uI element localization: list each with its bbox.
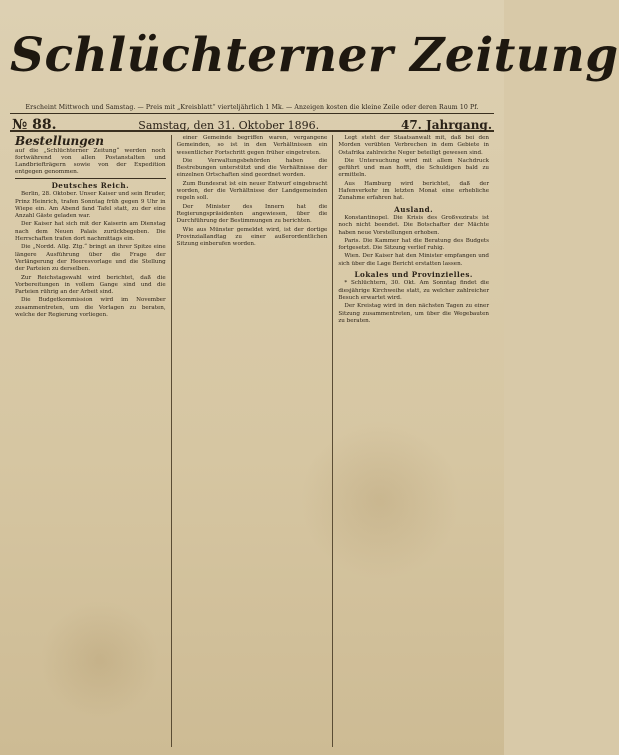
article-paragraph: Der Minister des Innern hat die Regierungspräsidenten angewiesen, über die Durchführung der Bestimmungen zu berichten. (176, 203, 328, 225)
masthead (10, 6, 619, 110)
article-paragraph: Der Kaiser hat sich mit der Kaiserin am Dienstag nach dem Neuen Palais zurückbegeben. Die Herrschaften trafen dort nachmittags ein. (15, 221, 166, 243)
article-paragraph: Zur Reichstagswahl wird berichtet, daß die Vorbereitungen in vollem Gange sind und die Parteien rührig an der Arbeit sind. (15, 274, 166, 296)
subscription-line: Erscheint Mittwoch und Samstag. — Preis mit „Kreisblatt“ vierteljährlich 1 Mk. — Anzeigen kosten die kleine Zeile oder deren Raum 10 Pf. (10, 104, 494, 114)
notice-heading: Bestellungen (15, 134, 105, 148)
section-heading: Deutsches Reich. (51, 181, 130, 190)
notice-text: auf die „Schlüchterner Zeitung“ werden noch fortwährend von allen Postanstalten und Landbriefträgern sowie von der Expedition entgegen genommen. (15, 148, 166, 175)
column-1 (10, 135, 172, 747)
article-paragraph: Die Verwaltungsbehörden haben die Bestrebungen unterstützt und die Verhältnisse der einzelnen Ortschaften sind geordnet worden. (176, 157, 328, 179)
section-heading: Ausland. (394, 204, 434, 214)
article-paragraph: Wie aus Münster gemeldet wird, ist der dortige Provinziallandtag zu einer außerordentlichen Sitzung einberufen worden. (176, 226, 328, 248)
article-paragraph: Konstantinopel. Die Krisis des Großvezirats ist noch nicht beendet. Die Botschafter der Mächte haben neue Vorstellungen erhoben. (338, 214, 490, 236)
column-3 (333, 135, 494, 747)
article-paragraph: Die „Nordd. Allg. Ztg.“ bringt an ihrer Spitze eine längere Ausführung über die Frage der Verlängerung der Heeresvorlage und die Stellung der Parteien zu derselben. (15, 244, 166, 273)
article-paragraph: Die Budgetkommission wird im November zusammentreten, um die Vorlagen zu beraten, welche der Regierung vorliegen. (15, 297, 166, 319)
article-paragraph: Paris. Die Kammer hat die Beratung des Budgets fortgesetzt. Die Sitzung verlief ruhig. (338, 237, 490, 252)
article-columns (10, 135, 494, 747)
article-paragraph: Wien. Der Kaiser hat den Minister empfangen und sich über die Lage Bericht erstatten lassen. (338, 253, 490, 267)
issue-bar (10, 114, 494, 132)
article-paragraph: Berlin, 28. Oktober. Unser Kaiser und sein Bruder, Prinz Heinrich, trafen Sonntag früh gegen 9 Uhr in Wiepe ein. Am Abend fand Tafel statt, zu der eine Anzahl Gäste geladen war. (15, 191, 166, 220)
issue-volume: 47. Jahrgang. (400, 118, 492, 132)
article-paragraph: * Schlüchtern, 30. Okt. Am Sonntag findet die diesjährige Kirchweihe statt, zu welcher zahlreicher Besuch erwartet wird. (338, 280, 490, 301)
section-heading: Lokales und Provinzielles. (354, 270, 473, 280)
article-paragraph: Legt steht der Staatsanwalt mit, daß bei den Morden verübten Verbrechen in dem Gebiete in Ostafrika zahlreiche Neger beteiligt gewesen sind. (338, 135, 490, 156)
article-paragraph: einer Gemeinde begriffen waren, vergangene Gemeinden, so ist in den Verhältnissen ein wesentlicher Fortschritt gegen früher eingetreten. (176, 135, 328, 156)
article-paragraph: Die Untersuchung wird mit allem Nachdruck geführt und man hofft, die Schuldigen bald zu ermitteln. (338, 157, 490, 179)
article-paragraph: Zum Bundesrat ist ein neuer Entwurf eingebracht worden, der die Verhältnisse der Landgemeinden regeln soll. (176, 180, 328, 202)
issue-date: Samstag, den 31. Oktober 1896. (138, 119, 320, 132)
newspaper-title: Schlüchterner Zeitung (10, 28, 619, 83)
column-2 (172, 135, 334, 747)
article-paragraph: Der Kreistag wird in den nächsten Tagen zu einer Sitzung zusammentreten, um über die Wegebauten zu beraten. (338, 303, 490, 324)
issue-number: № 88. (12, 117, 57, 133)
article-paragraph: Aus Hamburg wird berichtet, daß der Hafenverkehr im letzten Monat eine erhebliche Zunahme erfahren hat. (338, 180, 490, 202)
subscription-notice (15, 135, 166, 179)
